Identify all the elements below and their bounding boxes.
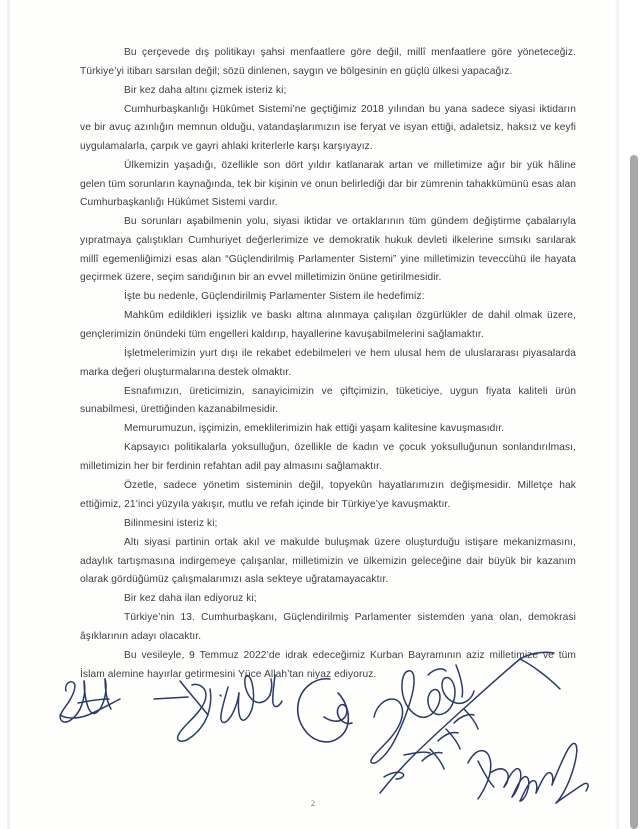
paragraph: Bu sorunları aşabilmenin yolu, siyasi iktidar ve ortaklarının tüm gündem değiştirme çabalarıyla yıpratmaya çalıştıkları Cumhuriyet değerlerimize ve demokratik hukuk devleti ilkelerine sımsıkı sarılarak millî egemenliğimizi esas alan “Güçlendirilmiş Parlamenter Sistemi” yine milletimizin teveccühü ile hayata geçirmek üzere, seçim sandığının bir an evvel milletimizin önüne getirilmesidir. xyxy=(80,216,576,284)
paragraph: Bir kez daha ilan ediyoruz ki; xyxy=(124,593,257,605)
signature-3 xyxy=(298,679,352,742)
paragraph: İşletmelerimizin yurt dışı ile rekabet edebilmeleri ve hem ulusal hem de uluslararası piyasalarda marka değeri oluşturmalarına destek olmaktır. xyxy=(80,348,576,378)
signature-4 xyxy=(371,665,474,779)
paragraph: Cumhurbaşkanlığı Hükûmet Sistemi’ne geçtiğimiz 2018 yılından bu yana sadece siyasi iktidarın ve bir avuç azınlığın memnun olduğu, vatandaşlarımızın ise feryat ve isyan ettiği, adaletsiz, haksız ve keyfi uygulamalarla, çarpık ve gayri ahlaki kriterlerle karşı karşıyayız. xyxy=(80,103,576,152)
vertical-scrollbar-thumb[interactable] xyxy=(630,155,638,829)
paragraph: Memurumuzun, işçimizin, emeklilerimizin hak ettiği yaşam kalitesine kavuşmasıdır. xyxy=(124,423,505,435)
document-text-body xyxy=(80,44,576,685)
signature-6 xyxy=(468,743,588,803)
paragraph: Bu çerçevede dış politikayı şahsi menfaatlere göre değil, millî menfaatlere göre yöneteceğiz. Türkiye’yi itibarı sarsılan değil; sözü dinlenen, saygın ve bölgesinin en güçlü ülkesi yapacağız. xyxy=(80,47,576,77)
paragraph: Bilinmesini isteriz ki; xyxy=(124,517,218,529)
paragraph: Türkiye’nin 13. Cumhurbaşkanı, Güçlendirilmiş Parlamenter sistemden yana olan, demokrasi âşıklarının adayı olacaktır. xyxy=(80,612,576,642)
signature-block xyxy=(8,645,618,805)
document-page xyxy=(8,0,618,829)
paragraph: Kapsayıcı politikalarla yoksulluğun, özellikle de kadın ve çocuk yoksulluğunun sonlandırılması, milletimizin her bir ferdinin refahtan adil pay almasını sağlamaktır. xyxy=(80,442,576,473)
vertical-scrollbar-track[interactable] xyxy=(627,0,640,829)
paragraph: Özetle, sadece yönetim sisteminin değil, topyekûn hayatlarımızın değişmesidir. Milletçe hak ettiğimiz, 21’inci yüzyıla yakışır, mutlu ve refah içinde bir Türkiye’ye kavuşmaktır. xyxy=(80,480,576,510)
paragraph: İşte bu nedenle, Güçlendirilmiş Parlamenter Sistem ile hedefimiz: xyxy=(124,291,425,303)
paragraph: Bir kez daha altını çizmek isteriz ki; xyxy=(124,84,287,96)
paragraph: Altı siyasi partinin ortak akıl ve makulde buluşmak üzere oluşturduğu istişare mekanizmasını, adaylık tartışmasına indirgemeye çalışanlar, milletimizin ve ülkemizin geleceğine dair büyük bir kazanım olarak gördüğümüz çalışmalarımızı asla sekteye uğratamayacaktır. xyxy=(80,536,576,586)
paragraph: Esnafımızın, üreticimizin, sanayicimizin ve çiftçimizin, tüketiciye, uygun fiyata kaliteli ürün sunabilmesi, ürettiğinden kazanabilmesidir. xyxy=(80,385,576,416)
paragraph: Bu vesileyle, 9 Temmuz 2022’de idrak edeceğimiz Kurban Bayramının aziz milletimize ve tüm İslam alemine hayırlar getirmesini Yüce Allah’tan niyaz ediyoruz. xyxy=(80,650,576,680)
signature-1 xyxy=(60,679,120,722)
paragraph: Ülkemizin yaşadığı, özellikle son dört yıldır katlanarak artan ve milletimize ağır bir yük hâline gelen tüm sorunların kaynağında, tek bir kişinin ve onun belirlediği dar bir zümrenin tahakkümünü esas alan Cumhurbaşkanlığı Hükûmet Sistemi vardır. xyxy=(80,160,576,209)
paragraph: Mahkûm edildikleri işsizlik ve baskı altına alınmaya çalışılan özgürlükler de dahil olmak üzere, gençlerimizin önündeki tüm engelleri kaldırıp, hayallerine kavuşabilmelerini sağlamaktır. xyxy=(80,310,576,340)
signatures-ink xyxy=(8,645,618,805)
signature-5 xyxy=(380,652,560,793)
signature-2 xyxy=(154,675,282,741)
page-number: 2 xyxy=(310,798,316,808)
